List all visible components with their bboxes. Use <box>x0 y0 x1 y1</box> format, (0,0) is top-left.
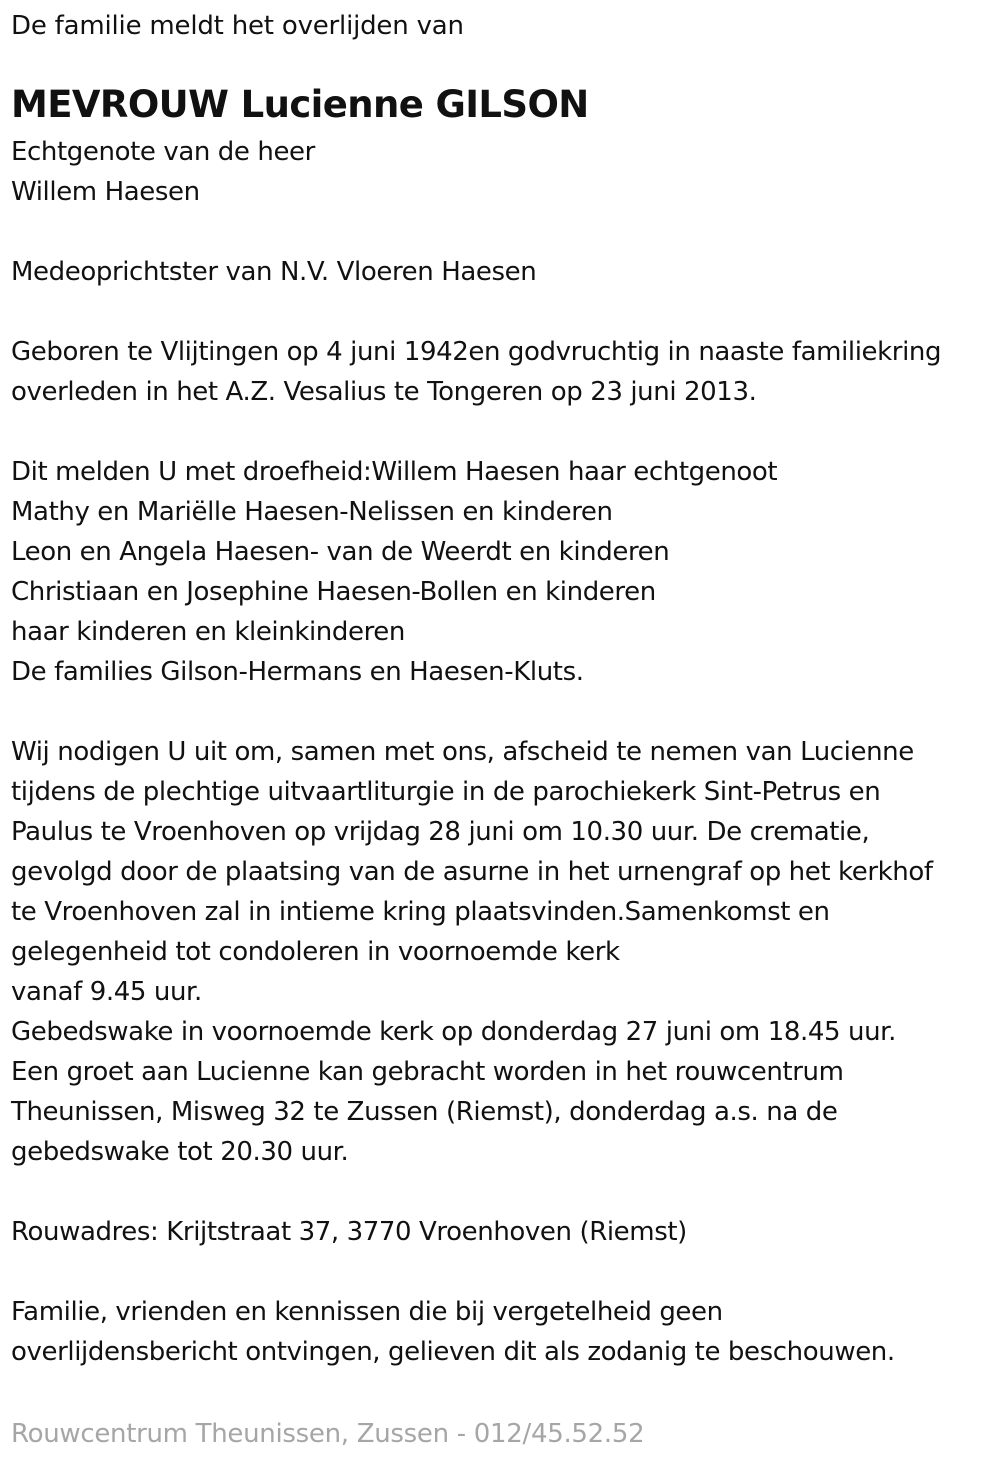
mourners-line: De families Gilson-Hermans en Haesen-Kluts. <box>11 657 584 687</box>
mourners-line: haar kinderen en kleinkinderen <box>11 617 405 647</box>
role-text: Medeoprichtster van N.V. Vloeren Haesen <box>11 257 537 287</box>
mourners-line: Leon en Angela Haesen- van de Weerdt en kinderen <box>11 537 670 567</box>
spouse-line: Willem Haesen <box>11 177 200 207</box>
birth-death-line: Geboren te Vlijtingen op 4 juni 1942en godvruchtig in naaste familiekring <box>11 337 942 367</box>
invitation-line: vanaf 9.45 uur. <box>11 977 202 1007</box>
invitation-line: gevolgd door de plaatsing van de asurne in het urnengraf op het kerkhof <box>11 857 933 887</box>
funeral-home-footer: Rouwcentrum Theunissen, Zussen - 012/45.52.52 <box>11 1419 645 1449</box>
notice-line: Familie, vrienden en kennissen die bij vergetelheid geen <box>11 1297 723 1327</box>
intro-text: De familie meldt het overlijden van <box>11 11 464 41</box>
mourners-line: Mathy en Mariëlle Haesen-Nelissen en kinderen <box>11 497 613 527</box>
invitation-line: gebedswake tot 20.30 uur. <box>11 1137 349 1167</box>
death-notice <box>11 6 996 1372</box>
notice-line: overlijdensbericht ontvingen, gelieven dit als zodanig te beschouwen. <box>11 1337 895 1367</box>
invitation-line: Gebedswake in voornoemde kerk op donderdag 27 juni om 18.45 uur. <box>11 1017 896 1047</box>
deceased-name: MEVROUW Lucienne GILSON <box>11 83 589 126</box>
mourning-address: Rouwadres: Krijtstraat 37, 3770 Vroenhoven (Riemst) <box>11 1217 687 1247</box>
invitation-line: Wij nodigen U uit om, samen met ons, afscheid te nemen van Lucienne <box>11 737 914 767</box>
spouse-line: Echtgenote van de heer <box>11 137 315 167</box>
invitation-line: te Vroenhoven zal in intieme kring plaatsvinden.Samenkomst en <box>11 897 830 927</box>
invitation-line: gelegenheid tot condoleren in voornoemde kerk <box>11 937 620 967</box>
invitation-line: Theunissen, Misweg 32 te Zussen (Riemst), donderdag a.s. na de <box>11 1097 838 1127</box>
mourners-line: Dit melden U met droefheid:Willem Haesen haar echtgenoot <box>11 457 778 487</box>
mourners-line: Christiaan en Josephine Haesen-Bollen en kinderen <box>11 577 656 607</box>
invitation-line: Paulus te Vroenhoven op vrijdag 28 juni om 10.30 uur. De crematie, <box>11 817 870 847</box>
birth-death-line: overleden in het A.Z. Vesalius te Tongeren op 23 juni 2013. <box>11 377 757 407</box>
invitation-line: tijdens de plechtige uitvaartliturgie in de parochiekerk Sint-Petrus en <box>11 777 881 807</box>
invitation-line: Een groet aan Lucienne kan gebracht worden in het rouwcentrum <box>11 1057 844 1087</box>
